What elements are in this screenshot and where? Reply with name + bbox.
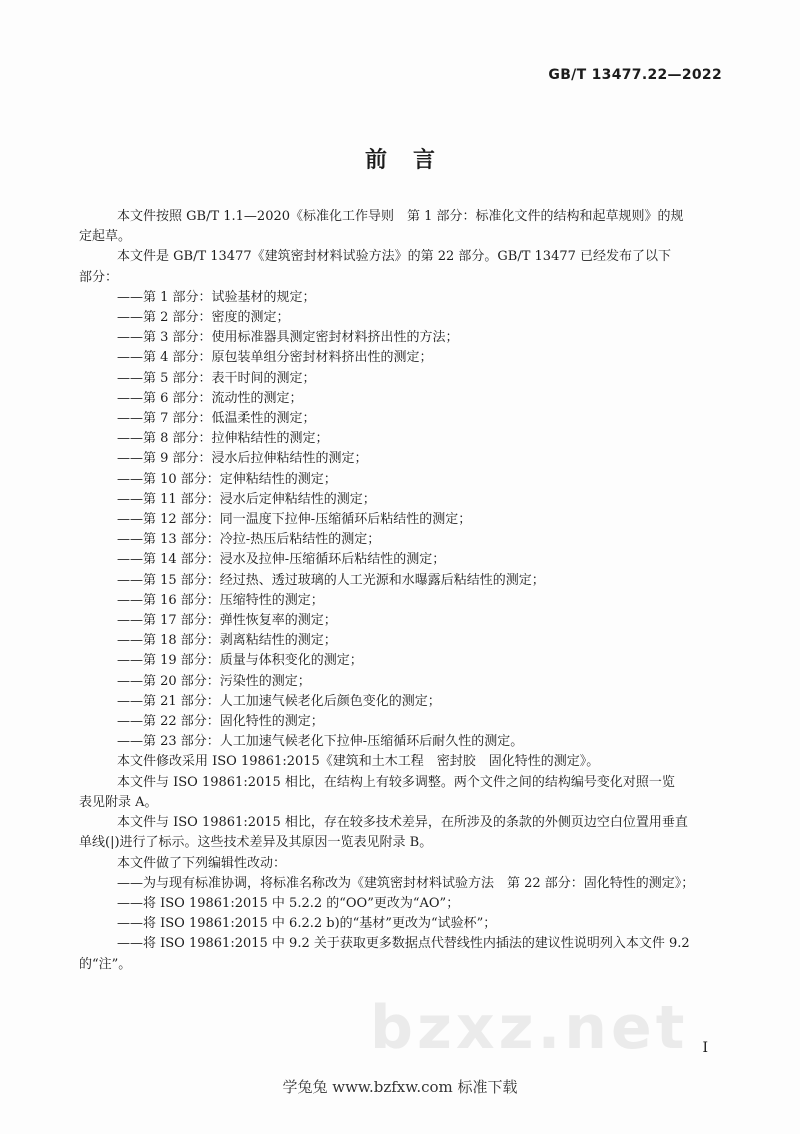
page-number: I bbox=[702, 1040, 708, 1056]
paragraph: 本文件修改采用 ISO 19861:2015《建筑和土木工程 密封胶 固化特性的测定》。 bbox=[117, 754, 600, 770]
list-item-continuation: 的“注”。 bbox=[79, 956, 132, 972]
standard-number: GB/T 13477.22—2022 bbox=[548, 67, 722, 83]
list-item: ——第 9 部分：浸水后拉伸粘结性的测定； bbox=[117, 451, 368, 467]
paragraph-continuation: 表见附录 A。 bbox=[79, 794, 158, 810]
paragraph-continuation: 定起草。 bbox=[79, 229, 132, 245]
paragraph: 本文件是 GB/T 13477《建筑密封材料试验方法》的第 22 部分。GB/T 13477 已经发布了以下 bbox=[117, 249, 672, 265]
page-title: 前言 bbox=[364, 148, 461, 173]
list-item: ——将 ISO 19861:2015 中 6.2.2 b)的“基材”更改为“试验杯”； bbox=[117, 916, 497, 932]
list-item: ——第 22 部分：固化特性的测定； bbox=[117, 714, 324, 730]
list-item: ——第 4 部分：原包装单组分密封材料挤出性的测定； bbox=[117, 350, 433, 366]
list-item: ——第 20 部分：污染性的测定； bbox=[117, 673, 311, 689]
list-item: ——第 2 部分：密度的测定； bbox=[117, 310, 290, 326]
footer-link[interactable]: 学兔兔 www.bzfxw.com 标准下载 bbox=[282, 1078, 518, 1096]
watermark: bzxz.net bbox=[370, 993, 689, 1063]
list-item: ——第 19 部分：质量与体积变化的测定； bbox=[117, 653, 363, 669]
list-item: ——第 18 部分：剥离粘结性的测定； bbox=[117, 633, 337, 649]
list-item: ——第 11 部分：浸水后定伸粘结性的测定； bbox=[117, 491, 376, 507]
list-item: ——第 14 部分：浸水及拉伸-压缩循环后粘结性的测定； bbox=[117, 552, 446, 568]
paragraph: 本文件按照 GB/T 1.1—2020《标准化工作导则 第 1 部分：标准化文件的结构和起草规则》的规 bbox=[117, 209, 684, 224]
paragraph: 本文件与 ISO 19861:2015 相比，在结构上有较多调整。两个文件之间的结构编号变化对照一览 bbox=[117, 774, 675, 790]
list-item: ——第 5 部分：表干时间的测定； bbox=[117, 370, 316, 386]
list-item: ——第 15 部分：经过热、透过玻璃的人工光源和水曝露后粘结性的测定； bbox=[117, 572, 545, 588]
list-item: ——第 8 部分：拉伸粘结性的测定； bbox=[117, 431, 329, 447]
document-body bbox=[79, 207, 725, 975]
list-item: ——将 ISO 19861:2015 中 9.2 关于获取更多数据点代替线性内插法的建议性说明列入本文件 9.2 bbox=[117, 936, 690, 952]
list-item: ——第 3 部分：使用标准器具测定密封材料挤出性的方法； bbox=[117, 330, 459, 346]
list-item: ——第 23 部分：人工加速气候老化下拉伸-压缩循环后耐久性的测定。 bbox=[117, 734, 524, 750]
list-item: ——第 16 部分：压缩特性的测定； bbox=[117, 592, 324, 608]
list-item: ——将 ISO 19861:2015 中 5.2.2 的“OO”更改为“AO”； bbox=[117, 895, 460, 911]
paragraph-continuation: 部分： bbox=[79, 269, 119, 285]
paragraph: 本文件做了下列编辑性改动： bbox=[117, 855, 287, 871]
list-item: ——第 7 部分：低温柔性的测定； bbox=[117, 411, 316, 427]
list-item: ——第 13 部分：冷拉-热压后粘结性的测定； bbox=[117, 532, 381, 548]
list-item: ——第 21 部分：人工加速气候老化后颜色变化的测定； bbox=[117, 693, 441, 709]
list-item: ——第 17 部分：弹性恢复率的测定； bbox=[117, 613, 337, 629]
list-item: ——第 1 部分：试验基材的规定； bbox=[117, 289, 316, 305]
list-item: ——第 10 部分：定伸粘结性的测定； bbox=[117, 471, 337, 487]
paragraph-continuation: 单线(|)进行了标示。这些技术差异及其原因一览表见附录 B。 bbox=[79, 835, 433, 851]
list-item: ——第 12 部分：同一温度下拉伸-压缩循环后粘结性的测定； bbox=[117, 512, 472, 528]
list-item: ——为与现有标准协调，将标准名称改为《建筑密封材料试验方法 第 22 部分：固化特性的测定》； bbox=[117, 875, 695, 891]
list-item: ——第 6 部分：流动性的测定； bbox=[117, 390, 303, 406]
paragraph: 本文件与 ISO 19861:2015 相比，存在较多技术差异，在所涉及的条款的外侧页边空白位置用垂直 bbox=[117, 815, 688, 831]
